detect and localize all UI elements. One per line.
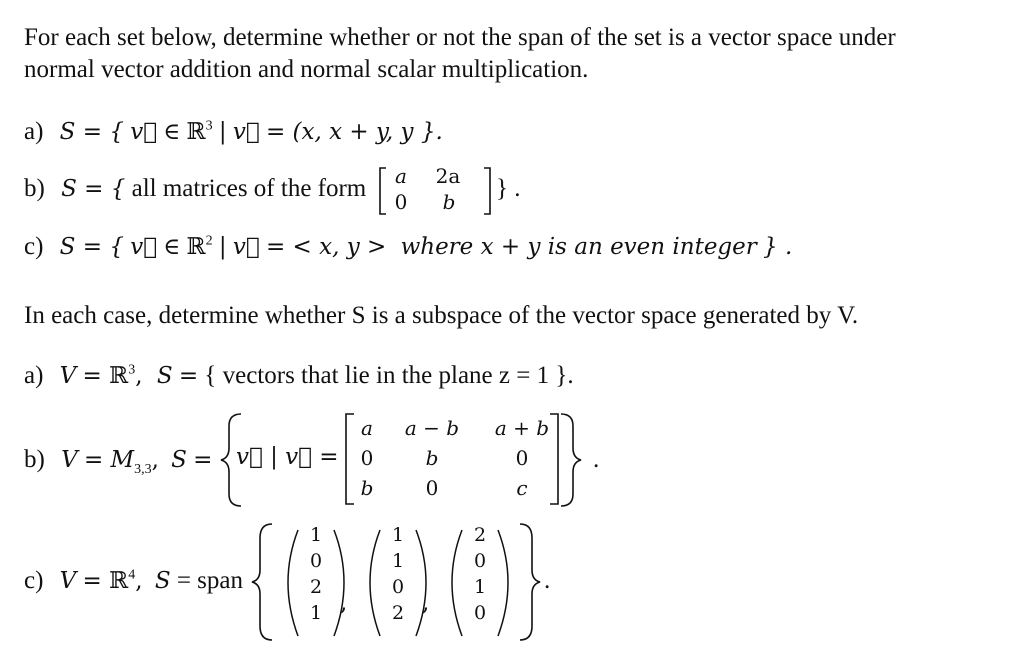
- matrix-cell: a: [395, 164, 407, 188]
- label: a): [24, 118, 44, 145]
- set-lhs: S = {: [59, 119, 124, 145]
- label: c): [24, 567, 44, 594]
- set-close: } .: [763, 234, 793, 260]
- matrix-cell: b: [360, 476, 374, 500]
- comma: ,: [340, 590, 348, 616]
- space-def: = ℝ: [82, 363, 129, 389]
- matrix-cell: a − b: [404, 416, 460, 440]
- set-s: S: [156, 363, 173, 389]
- real-field: ℝ: [186, 234, 206, 260]
- vector-3-entry: 0: [473, 602, 487, 624]
- dimension: 4: [128, 567, 136, 583]
- set-lhs: S = {: [59, 234, 124, 260]
- vector-symbol: v⃗: [232, 234, 260, 260]
- matrix-cell: 0: [425, 476, 439, 500]
- condition: where x + y is an even integer: [400, 234, 757, 260]
- period: .: [593, 446, 600, 473]
- dimension: 2: [205, 233, 213, 249]
- dimension: 3: [205, 118, 213, 134]
- item-2a: a) V = ℝ$^3$, S = { vectors that lie in the plane z = 1 }.: [24, 362, 574, 389]
- element-of: ∈: [163, 119, 181, 145]
- set-rhs: = < x, y >: [265, 234, 387, 260]
- vector-2-entry: 1: [391, 524, 405, 546]
- matrix-cell: a + b: [494, 416, 550, 440]
- space-def: = M: [83, 447, 135, 473]
- matrix-cell: b: [442, 190, 456, 214]
- such-that: |: [218, 234, 227, 260]
- space-v: V: [59, 568, 77, 594]
- vector-1-entry: 1: [309, 524, 323, 546]
- vector-3-entry: 1: [473, 576, 487, 598]
- matrix-cell: 0: [394, 190, 408, 214]
- element-of: ∈: [163, 234, 181, 260]
- span-operator: = span: [176, 567, 244, 594]
- intro-line-2: normal vector addition and normal scalar multiplication.: [24, 56, 589, 83]
- vector-3-entry: 0: [473, 550, 487, 572]
- matrix-cell: b: [425, 446, 439, 470]
- set-close: } .: [496, 175, 521, 202]
- vector-1-entry: 2: [309, 576, 323, 598]
- matrix-size: 3,3: [134, 462, 152, 477]
- set-description: all matrices of the form: [131, 175, 367, 202]
- set-lhs: S = {: [61, 176, 126, 202]
- real-field: ℝ: [186, 119, 206, 145]
- dimension: 3: [128, 362, 136, 378]
- vector-3-entry: 2: [473, 524, 487, 546]
- intro-line-1: For each set below, determine whether or not the span of the set is a vector space under: [24, 24, 896, 51]
- label: b): [24, 446, 45, 473]
- set-rhs: = (x, x + y, y }.: [265, 119, 443, 145]
- item-2c: c) V = ℝ$^4$, S = span: [24, 567, 244, 594]
- vector-1-entry: 0: [309, 550, 323, 572]
- intro-2: In each case, determine whether S is a subspace of the vector space generated by V.: [24, 302, 859, 329]
- set-description: { vectors that lie in the plane z = 1 }.: [204, 362, 574, 389]
- matrix-cell: 2a: [435, 164, 461, 188]
- space-v: V: [59, 363, 77, 389]
- matrix-cell: a: [361, 416, 373, 440]
- vector-symbol: v⃗: [285, 444, 312, 470]
- vector-2-entry: 2: [391, 602, 405, 624]
- vector-symbol: v⃗: [130, 234, 158, 260]
- item-2b: b) $V = M_{3,3}$, S =: [24, 446, 213, 477]
- label: b): [24, 175, 45, 202]
- set-s: S: [154, 568, 171, 594]
- matrix-cell: 0: [515, 446, 529, 470]
- vector-2-entry: 1: [391, 550, 405, 572]
- label: c): [24, 233, 44, 260]
- period: .: [544, 567, 551, 594]
- vector-symbol: v⃗: [232, 119, 260, 145]
- space-def: = ℝ: [82, 568, 129, 594]
- such-that: |: [218, 119, 227, 145]
- label: a): [24, 362, 44, 389]
- set-s: S: [171, 447, 187, 473]
- matrix-cell: 0: [360, 446, 374, 470]
- vector-symbol: v⃗: [236, 444, 263, 470]
- vector-2-entry: 0: [391, 576, 405, 598]
- comma: ,: [422, 590, 430, 616]
- vector-symbol: v⃗: [130, 119, 158, 145]
- space-v: V: [61, 447, 78, 473]
- vector-1-entry: 1: [309, 602, 323, 624]
- matrix-cell: c: [516, 476, 528, 500]
- set-builder: v⃗ | v⃗ =: [236, 444, 339, 470]
